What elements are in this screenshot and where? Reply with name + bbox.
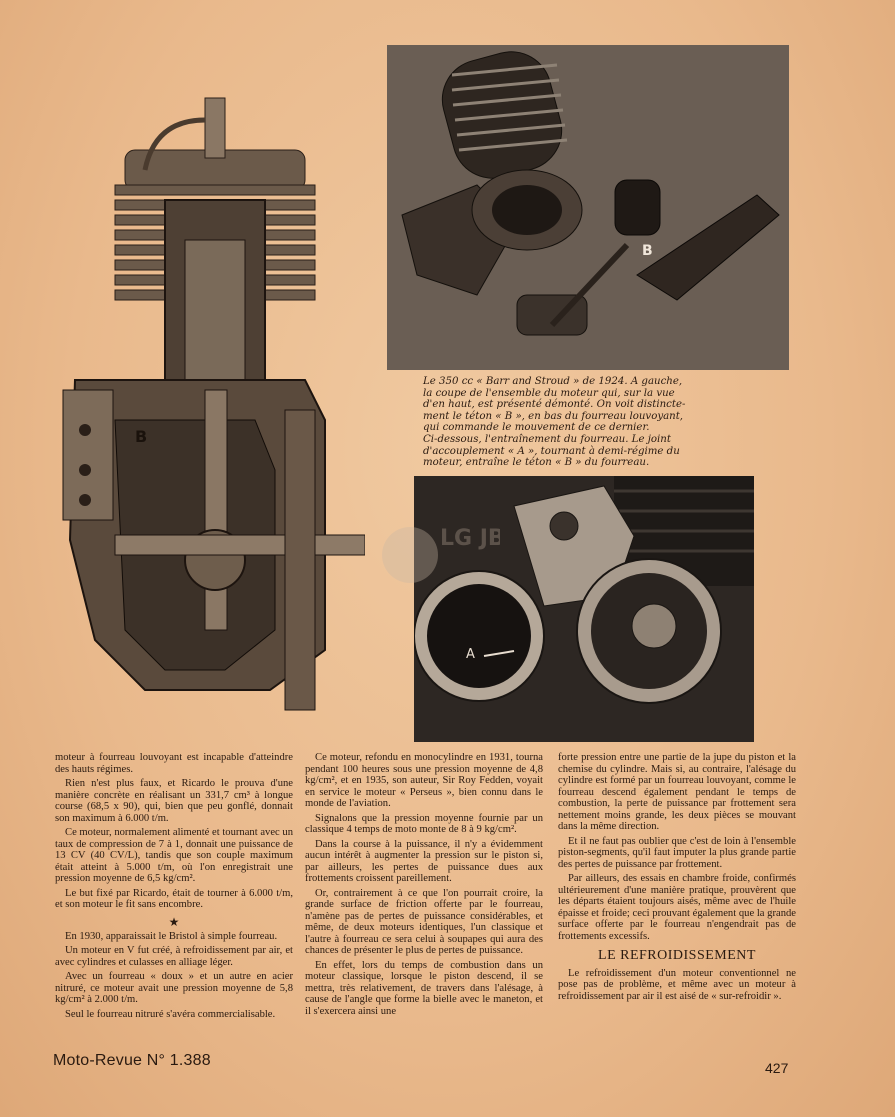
- paragraph: Ce moteur, refondu en monocylindre en 1931, tourna pendant 100 heures sous une pression moyenne de 4,8 kg/cm², et en 1935, son auteur, Sir Roy Fedden, voyait en service le moteur « Perseus », bien connu dans le monde de l'aviation.: [305, 752, 543, 809]
- caption-line: Le 350 cc « Barr and Stroud » de 1924. A gauche,: [423, 376, 683, 387]
- paragraph: Ce moteur, normalement alimenté et tournant avec un taux de compression de 7 à 1, donnait une puissance de 13 CV (40 CV/L), tandis que son couple maximum était atteint à 5.000 t/m, où l'on enregistrait une pression moyenne de 6,5 kg/cm².: [55, 827, 293, 884]
- paragraph: Avec un fourreau « doux » et un autre en acier nitruré, ce moteur avait une pression moyenne de 5,8 kg/cm² à 2.000 t/m.: [55, 971, 293, 1005]
- paragraph: Seul le fourreau nitruré s'avéra commercialisable.: [65, 1008, 276, 1020]
- paragraph: En 1930, apparaissait le Bristol à simple fourreau.: [65, 930, 278, 942]
- bottom-photo-label-a: A: [466, 647, 475, 662]
- caption-line: Ci-dessous, l'entraînement du fourreau. Le joint: [423, 433, 671, 445]
- page-number: 427: [765, 1060, 789, 1076]
- paragraph: Signalons que la pression moyenne fournie par un classique 4 temps de moto monte de 8 à 9 kg/cm².: [305, 812, 543, 835]
- text-column-2: [305, 752, 543, 1020]
- text-column-1: [55, 752, 293, 1023]
- paragraph: Un moteur en V fut créé, à refroidissement par air, et avec cylindres et culasses en alliage léger.: [55, 945, 293, 968]
- paragraph: Le but fixé par Ricardo, était de tourner à 6.000 t/m, et son moteur le fit sans encombre.: [55, 887, 293, 910]
- section-separator: ★: [168, 914, 180, 929]
- disassembled-engine-photo: [387, 45, 789, 370]
- caption-line: la coupe de l'ensemble du moteur qui, sur la vue: [423, 387, 675, 399]
- paragraph: Le refroidissement d'un moteur conventionnel ne pose pas de problème, et même avec un moteur à refroidissement par air il est aisé de « sur-refroidir ».: [558, 967, 796, 1002]
- caption-line: moteur, entraîne le téton « B » du fourreau.: [423, 457, 650, 469]
- watermark-text: LG JB: [440, 526, 500, 551]
- paragraph: Or, contrairement à ce que l'on pourrait croire, la grande surface de friction offerte par le fourreau, n'amène pas de pertes de puissance considérables, et même, de deux moteurs identiques, l'un classique et l'autre à fourreau ce sera celui à soupapes qui aura des chances de présenter le plus de pertes de puissance.: [305, 887, 543, 956]
- paragraph: Et il ne faut pas oublier que c'est de loin à l'ensemble piston-segments, qu'il faut imputer la plus grande partie des pertes de puissance par frottement.: [558, 835, 796, 870]
- caption-line: qui commande le mouvement de ce dernier.: [423, 422, 650, 434]
- text-column-3: [558, 752, 796, 1005]
- engine-cutaway-photo: [55, 90, 365, 720]
- section-heading: LE REFROIDISSEMENT: [598, 948, 756, 963]
- paragraph: moteur à fourreau louvoyant est incapable d'atteindre des hauts régimes.: [55, 752, 293, 775]
- paragraph: Par ailleurs, des essais en chambre froide, confirmés ultérieurement d'une manière pratique, prouvèrent que les départs étaient toujours aisés, même avec de l'huile épaisse et froide; ceci prouvant également que la grande surface offerte par le fourreau n'engendrait pas de frottements excessifs.: [558, 873, 796, 942]
- caption-line: ment le téton « B », en bas du fourreau louvoyant,: [423, 410, 684, 422]
- magazine-issue: Moto-Revue N° 1.388: [53, 1052, 211, 1069]
- top-photo-label-b: B: [642, 243, 653, 259]
- engine-label-b: B: [135, 427, 148, 446]
- caption-line: d'en haut, est présenté démonté. On voit distincte-: [423, 399, 686, 411]
- paragraph: En effet, lors du temps de combustion dans un moteur classique, lorsque le piston descend, il se mettra, très relativement, de travers dans l'alésage, à cause de l'angle que forme la bielle avec le maneton, et il s'exercera ainsi une: [305, 959, 543, 1017]
- paragraph: forte pression entre une partie de la jupe du piston et la chemise du cylindre. Mais si, au contraire, l'alésage du cylindre est formé par un fourreau louvoyant, comme le fourreau descend également pendant le temps de combustion, la perte de puissance par frottement sera nettement moins grande, les deux pièces se mouvant dans la même direction.: [558, 752, 796, 832]
- caption-line: d'accouplement « A », tournant à demi-régime du: [423, 445, 680, 457]
- paragraph: Rien n'est plus faux, et Ricardo le prouva d'une manière concrète en réalisant un 331,7 cm³ à longue course (68,5 x 90), qui, bien que peu gonflé, donnait son maximum à 6.000 t/m.: [55, 778, 293, 824]
- watermark-logo: [380, 505, 500, 605]
- paragraph: Dans la course à la puissance, il n'y a évidemment aucun intérêt à augmenter la pression sur le piston si, par ailleurs, les pertes de puissance dues aux frottements croissent pareillement.: [305, 838, 543, 884]
- figure-caption: [423, 376, 759, 469]
